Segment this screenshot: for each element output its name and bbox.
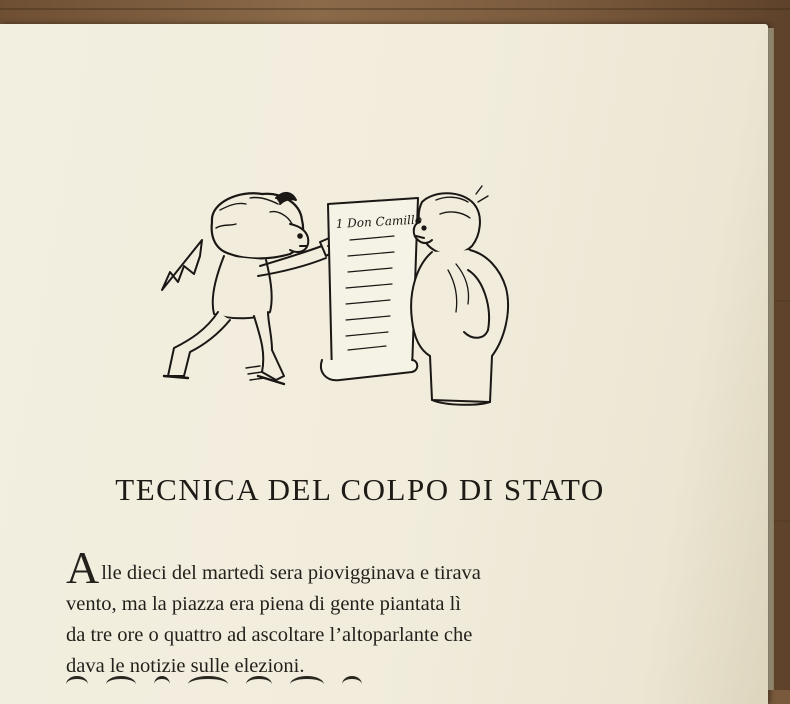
chapter-body — [66, 542, 626, 682]
text-line-4: dava le notizie sulle elezioni. — [66, 655, 305, 677]
scroll-heading: 1 Don Camillo — [335, 212, 423, 231]
scroll-curl — [321, 360, 417, 380]
text-line-2: vento, ma la piazza era piena di gente piantata lì — [66, 593, 462, 615]
figure-body — [411, 250, 508, 402]
chapter-title: TECNICA DEL COLPO DI STATO — [115, 472, 605, 507]
text-line-3: da tre ore o quattro ad ascoltare l’altoparlante che — [66, 624, 473, 646]
chapter-illustration — [150, 180, 520, 410]
text-line-1: Alle dieci del martedì sera piovigginava e tirava — [66, 542, 481, 593]
figure-hair — [419, 193, 480, 254]
drop-cap: A — [66, 542, 100, 593]
cropped-next-line — [66, 676, 380, 698]
devil-leg-right — [254, 312, 284, 380]
devil-wing — [162, 240, 202, 290]
devil-leg-left — [168, 312, 230, 376]
